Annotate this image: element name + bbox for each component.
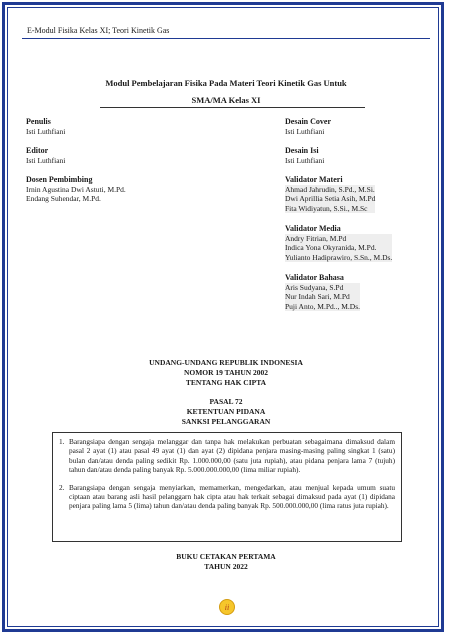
law-subtitle: KETENTUAN PIDANA <box>186 407 266 416</box>
list-text: Barangsiapa dengan sengaja melanggar dan tanpa hak melakukan perbuatan sebagaimana dimaksud dalam pasal 2 ayat (1) atau pasal 49 ayat (1) dan ayat (2) dipidana penjara masing-masing paling singkat 1 (satu) bulan dan/atau denda paling sedikit Rp. 1.000.000,00 (satu juta rupiah), atau pidana penjara lama 7 (tujuh) tahun dan/atau denda paling banyak Rp. 5.000.000.000,00 (lima miliar rupiah). <box>69 437 395 475</box>
credit-validator-materi <box>285 175 375 213</box>
credit-penulis <box>26 117 65 136</box>
credit-role: Dosen Pembimbing <box>26 175 93 184</box>
credit-role: Editor <box>26 146 49 155</box>
credit-validator-media <box>285 224 392 262</box>
running-header: E-Modul Fisika Kelas XI; Teori Kinetik Gas <box>27 26 170 35</box>
credit-desain-cover <box>285 117 331 136</box>
list-item <box>59 483 395 511</box>
document-subtitle: SMA/MA Kelas XI <box>191 95 261 105</box>
edition-year: TAHUN 2022 <box>204 562 248 571</box>
header-divider <box>22 38 430 39</box>
credit-role: Penulis <box>26 117 51 126</box>
credit-desain-isi <box>285 146 324 165</box>
credit-name: Isti Luthfiani <box>26 155 66 165</box>
page-number-badge <box>219 599 235 615</box>
credit-role: Validator Materi <box>285 175 343 184</box>
credit-name: Isti Luthfiani <box>26 126 66 136</box>
list-item <box>59 437 395 475</box>
credit-name: Indica Yona Okyranida, M.Pd. <box>285 243 377 252</box>
credit-editor <box>26 146 65 165</box>
credit-name: Andry Fitrian, M.Pd <box>285 233 347 243</box>
credit-name: Nur Indah Sari, M.Pd <box>285 292 350 301</box>
law-heading: UNDANG-UNDANG REPUBLIK INDONESIA <box>149 358 303 367</box>
credit-role: Validator Bahasa <box>285 273 344 282</box>
list-text: Barangsiapa dengan sengaja menyiarkan, memamerkan, mengedarkan, atau menjual kepada umum suatu ciptaan atau barang asli hasil pelanggarn hak cipta atau hak terkait sebagai dimaksud pada ayat (1) dipidana penjara paling lama 5 (lima) tahun dan/atau denda paling banyak Rp. 500.000.000,00 (lima ratus juta rupiah). <box>69 482 395 511</box>
law-article: PASAL 72 <box>209 397 243 406</box>
credit-name: Fita Widiyatun, S.Si., M.Sc <box>285 203 368 213</box>
credit-name: Irnin Agustina Dwi Astuti, M.Pd. <box>26 184 126 194</box>
page-number: ii <box>224 602 230 612</box>
credit-role: Desain Isi <box>285 146 319 155</box>
credit-name: Endang Suhendar, M.Pd. <box>26 194 101 203</box>
edition-label: BUKU CETAKAN PERTAMA <box>176 552 276 561</box>
list-number: 1. <box>59 437 65 446</box>
credit-validator-bahasa <box>285 273 360 311</box>
law-topic: TENTANG HAK CIPTA <box>185 378 267 387</box>
law-subtitle: SANKSI PELANGGARAN <box>181 417 271 426</box>
title-divider <box>100 107 365 108</box>
credit-role: Desain Cover <box>285 117 331 126</box>
credit-name: Dwi Aprillia Setia Asih, M.Pd <box>285 194 376 203</box>
credit-name: Ahmad Jahrudin, S.Pd., M.Si. <box>285 184 375 194</box>
list-number: 2. <box>59 482 65 492</box>
credit-name: Puji Anto, M.Pd.., M.Ds. <box>285 301 361 311</box>
credit-name: Isti Luthfiani <box>285 155 325 165</box>
credit-name: Yulianto Hadiprawiro, S.Sn., M.Ds. <box>285 252 393 262</box>
law-number: NOMOR 19 TAHUN 2002 <box>183 368 269 377</box>
credit-role: Validator Media <box>285 224 341 233</box>
law-text-box <box>52 432 402 542</box>
document-title: Modul Pembelajaran Fisika Pada Materi Teori Kinetik Gas Untuk <box>105 78 347 88</box>
credit-dosen-pembimbing <box>26 175 126 204</box>
credit-name: Aris Sudyana, S.Pd <box>285 282 344 292</box>
credit-name: Isti Luthfiani <box>285 126 325 136</box>
